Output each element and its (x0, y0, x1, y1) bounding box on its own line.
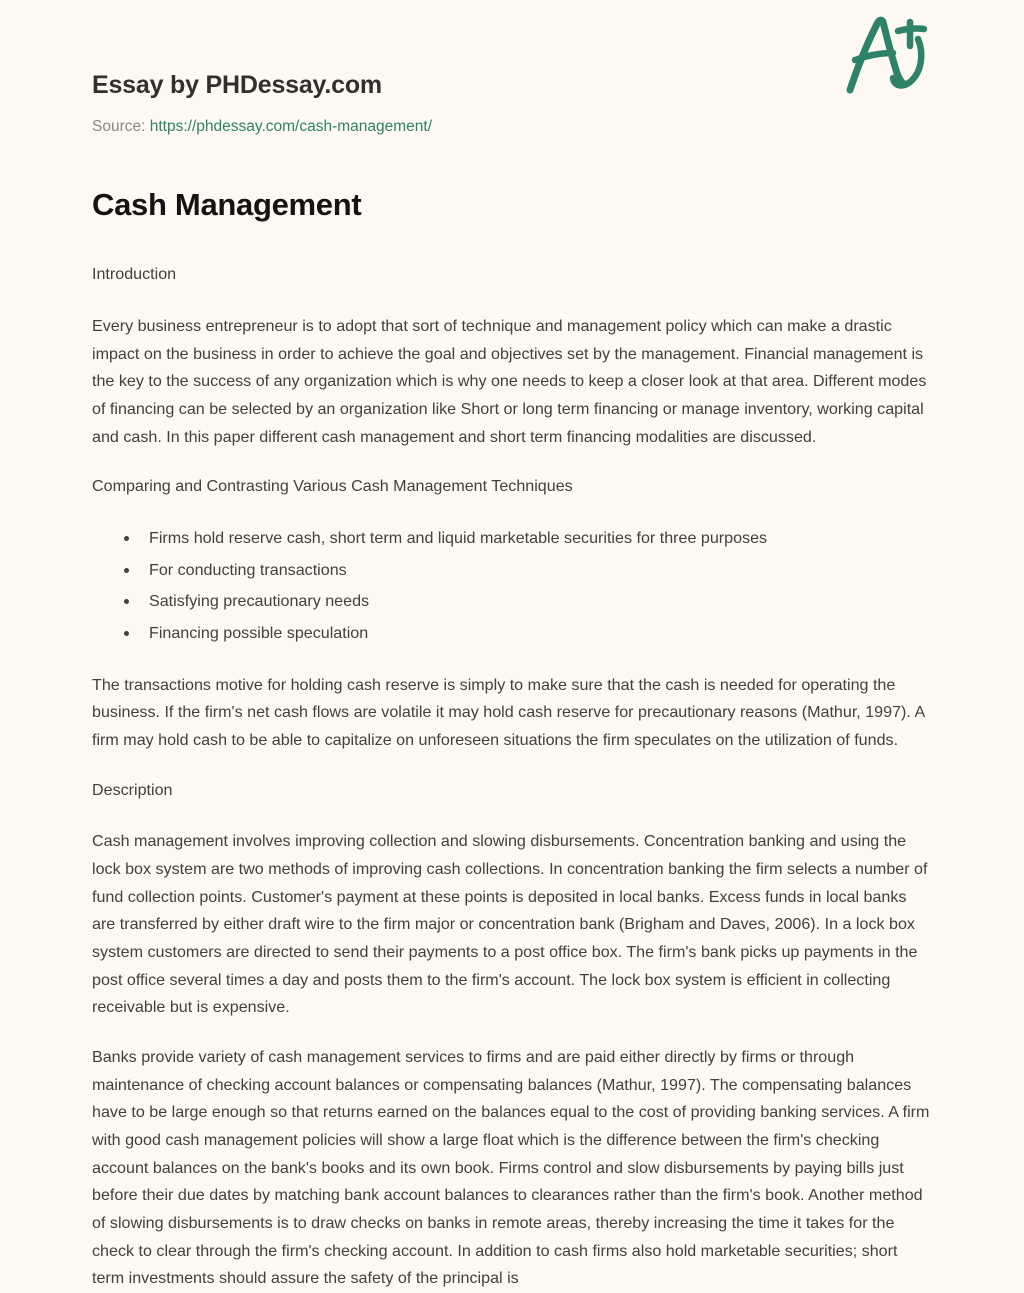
a-plus-logo (838, 6, 934, 102)
list-item: Firms hold reserve cash, short term and liquid marketable securities for three purposes (122, 525, 932, 553)
article-body (92, 112, 932, 1293)
source-url-link[interactable]: https://phdessay.com/cash-management/ (149, 117, 433, 135)
page-header (92, 0, 932, 135)
list-item: For conducting transactions (122, 557, 932, 585)
source-line (92, 118, 932, 137)
paragraph-banks-services: Banks provide variety of cash management services to firms and are paid either directly by firms or through maintenance of checking account balances or compensating balances (Mathur, 1997). The compensating balances have to be large enough so that returns earned on the balances equal to the cost of providing banking services. A firm with good cash management policies will show a large float which is the difference between the firm's checking account balances on the bank's books and its own book. Firms control and slow disbursements by paying bills just before their due dates by matching bank account balances to clearances rather than the firm's book. Another method of slowing disbursements is to draw checks on banks in remote areas, thereby increasing the time it takes for the check to clear through the firm's checking account. In addition to cash firms also hold marketable securities; short term investments should assure the safety of the principal is (92, 1047, 930, 1288)
section-label-techniques: Comparing and Contrasting Various Cash Management Techniques (92, 477, 573, 496)
list-item: Financing possible speculation (122, 620, 932, 648)
paragraph-transactions-motive: The transactions motive for holding cash reserve is simply to make sure that the cash is needed for operating the business. If the firm's net cash flows are volatile it may hold cash reserve for precautionary reasons (Mathur, 1997). A firm may hold cash to be able to capitalize on unforeseen situations the firm speculates on the utilization of funds. (92, 675, 925, 749)
paragraph-cash-management-collection: Cash management involves improving collection and slowing disbursements. Concentration banking and using the lock box system are two methods of improving cash collections. In concentration banking the firm selects a number of fund collection points. Customer's payment at these points is deposited in local banks. Excess funds in local banks are transferred by either draft wire to the firm major or concentration bank (Brigham and Daves, 2006). In a lock box system customers are directed to send their payments to a post office box. The firm's bank picks up payments in the post office several times a day and posts them to the firm's account. The lock box system is efficient in collecting receivable but is expensive. (92, 832, 928, 1017)
section-label-description: Description (92, 780, 173, 799)
source-label: Source: (92, 117, 146, 135)
brand-title: Essay by PHDessay.com (92, 71, 382, 99)
page-title: Cash Management (92, 187, 362, 222)
bullet-list-purposes (92, 525, 932, 648)
list-item: Satisfying precautionary needs (122, 588, 932, 616)
section-label-introduction: Introduction (92, 265, 177, 284)
paragraph-introduction: Every business entrepreneur is to adopt that sort of technique and management policy which can make a drastic impact on the business in order to achieve the goal and objectives set by the management. Financial management is the key to the success of any organization which is why one needs to keep a closer look at that area. Different modes of financing can be selected by an organization like Short or long term financing or manage inventory, working capital and cash. In this paper different cash management and short term financing modalities are discussed. (92, 316, 927, 446)
